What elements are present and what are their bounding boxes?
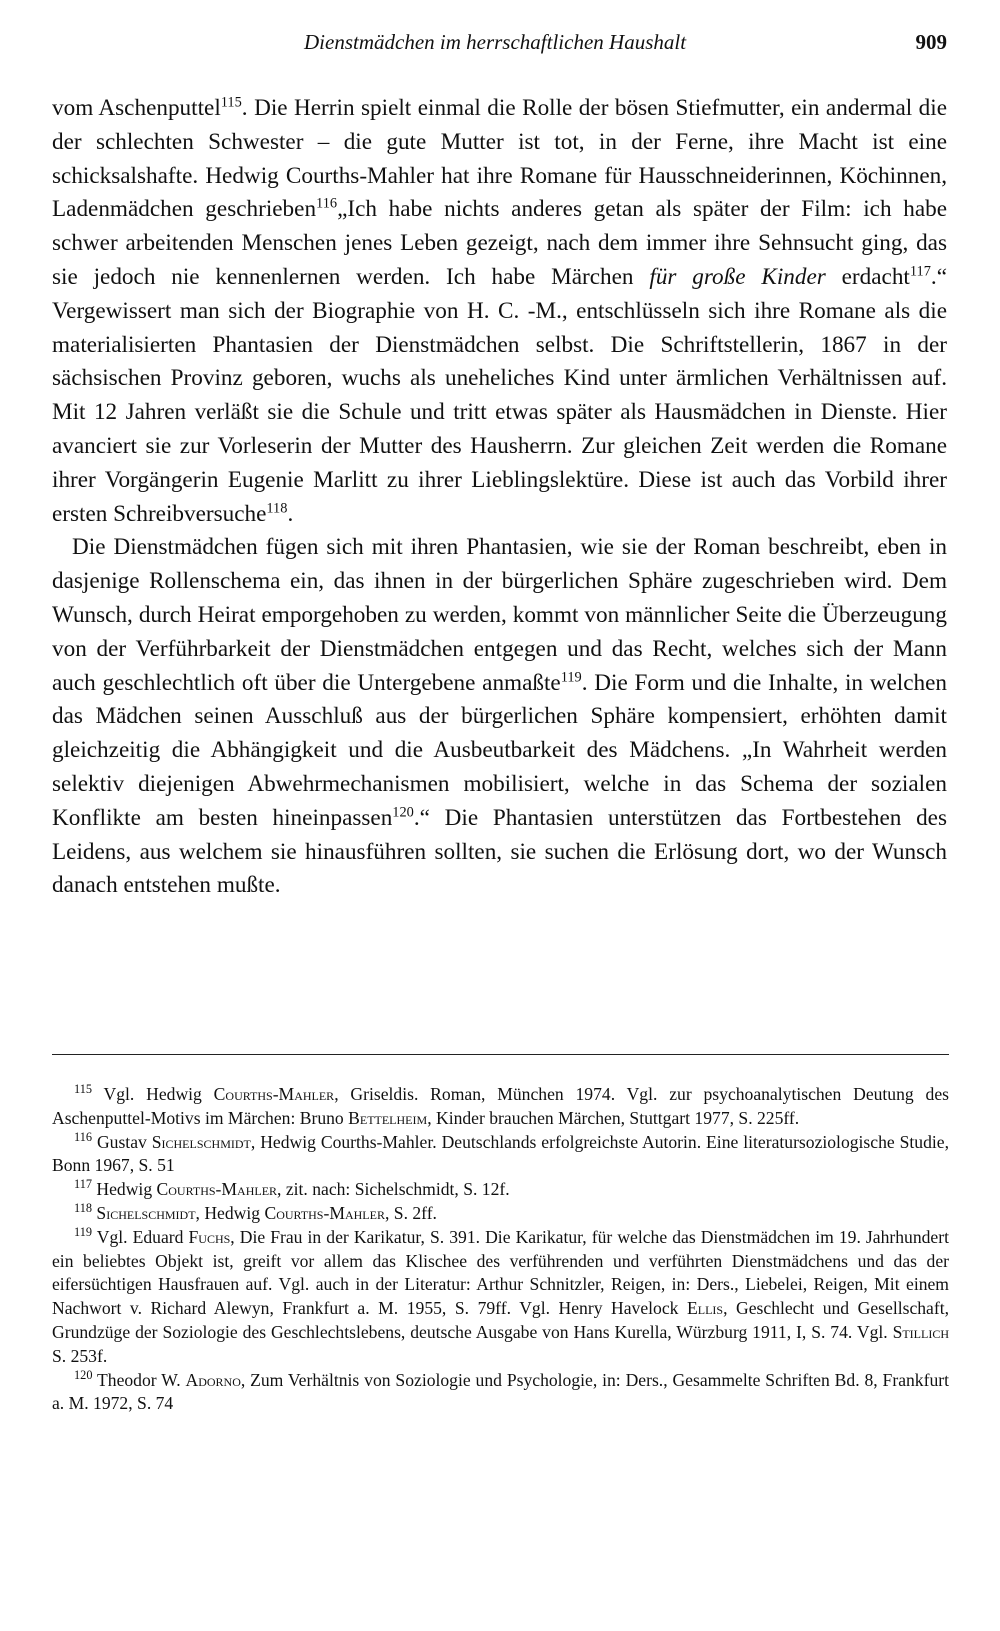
text-run: Vgl. Eduard bbox=[92, 1226, 189, 1247]
footnote-marker: 117 bbox=[909, 263, 931, 280]
author-name: Stillich bbox=[892, 1321, 949, 1342]
text-run: , Geschlecht und Gesellschaft, Grundzüge der Soziologie des Geschlechtslebens, deutsche Ausgabe von Hans Kurella, Würzburg 1911, I, S. 74. Vgl. bbox=[52, 1298, 950, 1342]
footnote-marker: 115 bbox=[74, 1082, 93, 1097]
author-name: Courths-Mahler bbox=[264, 1202, 385, 1223]
footnotes bbox=[52, 1083, 949, 1416]
footnote-separator bbox=[52, 1054, 949, 1055]
text-run: , Zum Verhältnis von Soziologie und Psychologie, in: Ders., Gesammelte Schriften Bd. 8, Frankfurt a. M. 1972, S. 74 bbox=[52, 1369, 950, 1414]
footnote-marker: 119 bbox=[560, 668, 582, 685]
footnote-marker: 119 bbox=[74, 1224, 93, 1239]
text-run: Die Dienstmädchen fügen sich mit ihren Phantasien, wie sie der Roman beschreibt, eben in dasjenige Rollenschema ein, das ihnen in der bürgerlichen Sphäre zugeschrieben wird. Dem Wunsch, durch Heirat emporgehoben zu werden, kommt von männlicher Seite die Überzeugung von der Verführbarkeit der Dienstmädchen entgegen und das Recht, welches sich der Mann auch geschlechtlich oft über die Untergebene anmaßte bbox=[52, 534, 947, 696]
text-run: Gustav bbox=[92, 1131, 152, 1152]
text-run: vom Aschenputtel bbox=[52, 95, 221, 121]
text-run: .“ Die Phantasien unterstützen das Fortbestehen des Leidens, aus welchem sie hinausführen sollten, sie suchen die Erlösung dort, wo der Wunsch danach entstehen mußte. bbox=[52, 804, 947, 899]
footnote-marker: 118 bbox=[74, 1201, 93, 1216]
text-run: .“ Vergewissert man sich der Biographie von H. C. -M., entschlüsseln sich ihre Romane als die materialisierten Phantasien der Dienstmädchen selbst. Die Schriftstellerin, 1867 in der sächsischen Provinz geboren, wuchs als uneheliches Kind unter ärmlichen Verhältnissen auf. Mit 12 Jahren verläßt sie die Schule und tritt etwas später als Hausmädchen in Dienste. Hier avanciert sie zur Vorleserin der Mutter des Hausherrn. Zur gleichen Zeit werden die Romane ihrer Vorgängerin Eugenie Marlitt zu ihrer Lieblingslektüre. Diese ist auch das Vorbild ihrer ersten Schreibversuche bbox=[52, 263, 947, 527]
text-run: S. 253f. bbox=[52, 1345, 108, 1366]
author-name: Fuchs bbox=[188, 1226, 231, 1247]
footnote-marker: 116 bbox=[74, 1129, 93, 1144]
footnote-marker: 115 bbox=[220, 94, 242, 111]
author-name: Sichelschmidt bbox=[151, 1131, 251, 1152]
footnote bbox=[52, 1369, 949, 1417]
footnote-marker: 120 bbox=[392, 804, 414, 820]
author-name: Ellis bbox=[687, 1298, 724, 1319]
page-number: 909 bbox=[915, 30, 947, 54]
author-name: Courths-Mahler bbox=[213, 1084, 335, 1104]
text-run: Vgl. Hedwig bbox=[92, 1084, 214, 1104]
text-run: „Ich habe nichts anderes getan als später der Film: ich habe schwer arbeitenden Menschen jenes Leben gezeigt, nach dem immer ihre Sehnsucht ging, das sie jedoch nie kennenlernen werden. Ich habe Märchen bbox=[52, 196, 948, 290]
footnote-marker: 118 bbox=[266, 499, 288, 516]
text-run: . Die Herrin spielt einmal die Rolle der bösen Stiefmutter, ein andermal die der schlechten Schwester – die gute Mutter ist tot, in der Ferne, ihre Macht ist eine schicksalshafte. Hedwig Courths-Mahler hat ihre Romane für Hausschneiderinnen, Köchinnen, Ladenmädchen geschrieben bbox=[52, 95, 947, 223]
footnote bbox=[52, 1083, 949, 1131]
text-run: . Die Form und die Inhalte, in welchen das Mädchen seinen Ausschluß aus der bürgerlichen Sphäre kompensiert, erhöhten damit gleichzeitig die Abhängigkeit und die Ausbeutbarkeit des Mädchens. „In Wahrheit werden selektiv diejenigen Abwehrmechanismen mobilisiert, welche in das Schema der sozialen Konflikte am besten hineinpassen bbox=[52, 669, 948, 831]
text-run: Hedwig bbox=[92, 1179, 157, 1200]
body-text bbox=[52, 92, 947, 903]
text-run: Theodor W. bbox=[92, 1369, 186, 1390]
text-run: , S. 2ff. bbox=[384, 1202, 437, 1223]
text-run: , zit. nach: Sichelschmidt, S. 12f. bbox=[277, 1179, 510, 1200]
text-run: erdacht bbox=[825, 263, 910, 290]
footnote bbox=[52, 1131, 949, 1179]
text-run: , Kinder brauchen Märchen, Stuttgart 1977, S. 225ff. bbox=[427, 1107, 800, 1128]
footnote-marker: 116 bbox=[316, 195, 338, 212]
author-name: Adorno bbox=[185, 1369, 241, 1390]
footnote bbox=[52, 1202, 949, 1226]
paragraph bbox=[52, 531, 947, 903]
text-run: , Hedwig Courths-Mahler. Deutschlands erfolgreichste Autorin. Eine literatursoziologische Studie, Bonn 1967, S. 51 bbox=[52, 1131, 949, 1176]
author-name: Sichelschmidt bbox=[96, 1202, 196, 1223]
text-run: , Griseldis. Roman, München 1974. Vgl. zur psychoanalytischen Deutung des Aschenputtel-Motivs im Märchen: Bruno bbox=[52, 1084, 949, 1128]
italic-text: für große Kinder bbox=[649, 263, 826, 290]
footnote-marker: 120 bbox=[74, 1367, 93, 1382]
text-run: , Hedwig bbox=[195, 1202, 265, 1223]
author-name: Courths-Mahler bbox=[156, 1179, 278, 1200]
paragraph bbox=[52, 92, 947, 531]
text-run: , Die Frau in der Karikatur, S. 391. Die Karikatur, für welche das Dienstmädchen im 19. Jahrhundert ein beliebtes Objekt ist, greift vor allem das Klischee des verführenden und verführten Dienstmädchens und das der eifersüchtigen Hausfrauen auf. Vgl. auch in der Literatur: Arthur Schnitzler, Reigen, in: Ders., Liebelei, Reigen, Mit einem Nachwort v. Richard Alewyn, Frankfurt a. M. 1955, S. 79ff. Vgl. Henry Havelock bbox=[52, 1226, 949, 1319]
running-title: Dienstmädchen im herrschaftlichen Haushalt bbox=[304, 30, 687, 54]
footnote-marker: 117 bbox=[74, 1177, 93, 1192]
footnote bbox=[52, 1178, 949, 1202]
author-name: Bettelheim bbox=[348, 1107, 428, 1128]
footnote bbox=[52, 1226, 949, 1369]
text-run: . bbox=[287, 500, 294, 527]
running-header bbox=[54, 30, 947, 62]
